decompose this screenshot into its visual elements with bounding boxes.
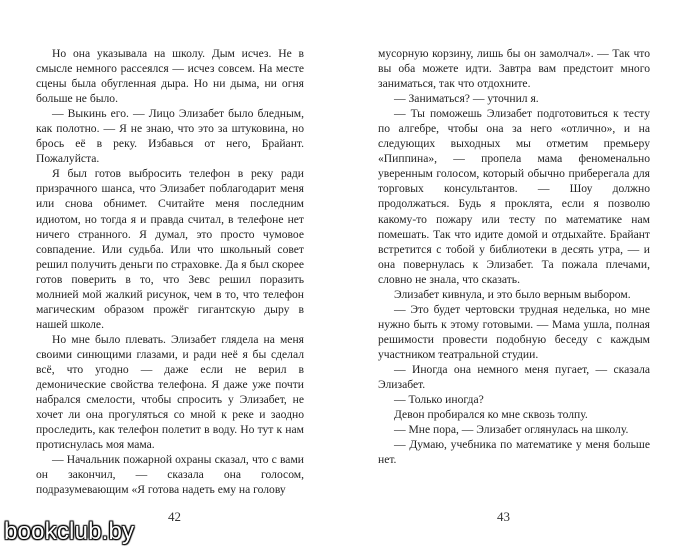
right-page <box>350 0 700 560</box>
paragraph: Я был готов выбросить телефон в реку ради призрачного шанса, что Элизабет поблагодарит меня или снова обнимет. Считайте меня последним идиотом, но тогда я и правда считал, в телефоне нет ничего странного. Я думал, это просто чумовое совпадение. Или судьба. Или что школьный совет решил получить деньги по страховке. Да я был скорее готов поверить в то, что Зевс решил поразить молнией мой жалкий рисунок, чем в то, что телефон магическим образом прожёг гигантскую дыру в нашей школе. <box>36 167 304 331</box>
paragraph: — Мне пора, — Элизабет оглянулась на школу. <box>394 423 629 437</box>
paragraph: — Думаю, учебника по математике у меня больше нет. <box>378 438 650 467</box>
paragraph: Но она указывала на школу. Дым исчез. Не в смысле немного рассеялся — исчез совсем. На месте сцены была обугленная дыра. Но ни дыма, ни огня больше не было. <box>36 47 304 106</box>
page-number-left: 42 <box>168 509 181 524</box>
watermark: bookclub.by <box>4 518 135 545</box>
paragraph: — Ты поможешь Элизабет подготовиться к тесту по алгебре, чтобы она за него «отлично», и на следующих выходных мы отметим премьеру «Пиппина», — пропела мама феноменально уверенным голосом, который обычно приберегала для торговых консультантов. — Шоу должно продолжаться. Будь я проклята, если я позволю какому-то пожару или тесту по математике нам помешать. Так что идите домой и отдыхайте. Брайант встретится с тобой у библиотеки в десять утра, — и она повернулась к Элизабет. Та пожала плечами, словно не знала, что сказать. <box>378 107 650 286</box>
page-number-right: 43 <box>497 509 510 524</box>
paragraph: — Иногда она немного меня пугает, — сказала Элизабет. <box>378 362 650 392</box>
paragraph: — Выкинь его. — Лицо Элизабет было бледным, как полотно. — Я не знаю, что это за штуковина, но брось её в реку. Избавься от него, Брайант. Пожалуйста. <box>36 107 304 166</box>
paragraph: Но мне было плевать. Элизабет глядела на меня своими синющими глазами, и ради неё я бы сделал всё, что угодно — даже если не верил в демонические свойства телефона. Я даже уже почти набрался смелости, чтобы спросить у Элизабет, не хочет ли она прогуляться со мной к реке и заодно проследить, как телефон полетит в воду. Но тут к нам протиснулась моя мама. <box>36 332 304 452</box>
paragraph: Элизабет кивнула, и это было верным выбором. <box>394 287 631 301</box>
paragraph: — Начальник пожарной охраны сказал, что с вами он закончил, — сказала она голосом, подразумевающим «Я готова надеть ему на голову <box>36 453 304 497</box>
paragraph: — Заниматься? — уточнил я. <box>394 92 539 106</box>
paragraph: Девон пробирался ко мне сквозь толпу. <box>394 408 588 422</box>
paragraph: — Только иногда? <box>394 393 484 407</box>
paragraph: мусорную корзину, лишь бы он замолчал». — Так что вы оба можете идти. Завтра вам предстоит много заниматься, так что отдохните. <box>378 47 650 91</box>
right-page-text <box>378 46 650 467</box>
paragraph: — Это будет чертовски трудная неделька, но мне нужно быть к этому готовыми. — Мама ушла, полная решимости провести подобную беседу с каждым участником театральной студии. <box>378 302 650 361</box>
left-page-text <box>36 46 304 497</box>
